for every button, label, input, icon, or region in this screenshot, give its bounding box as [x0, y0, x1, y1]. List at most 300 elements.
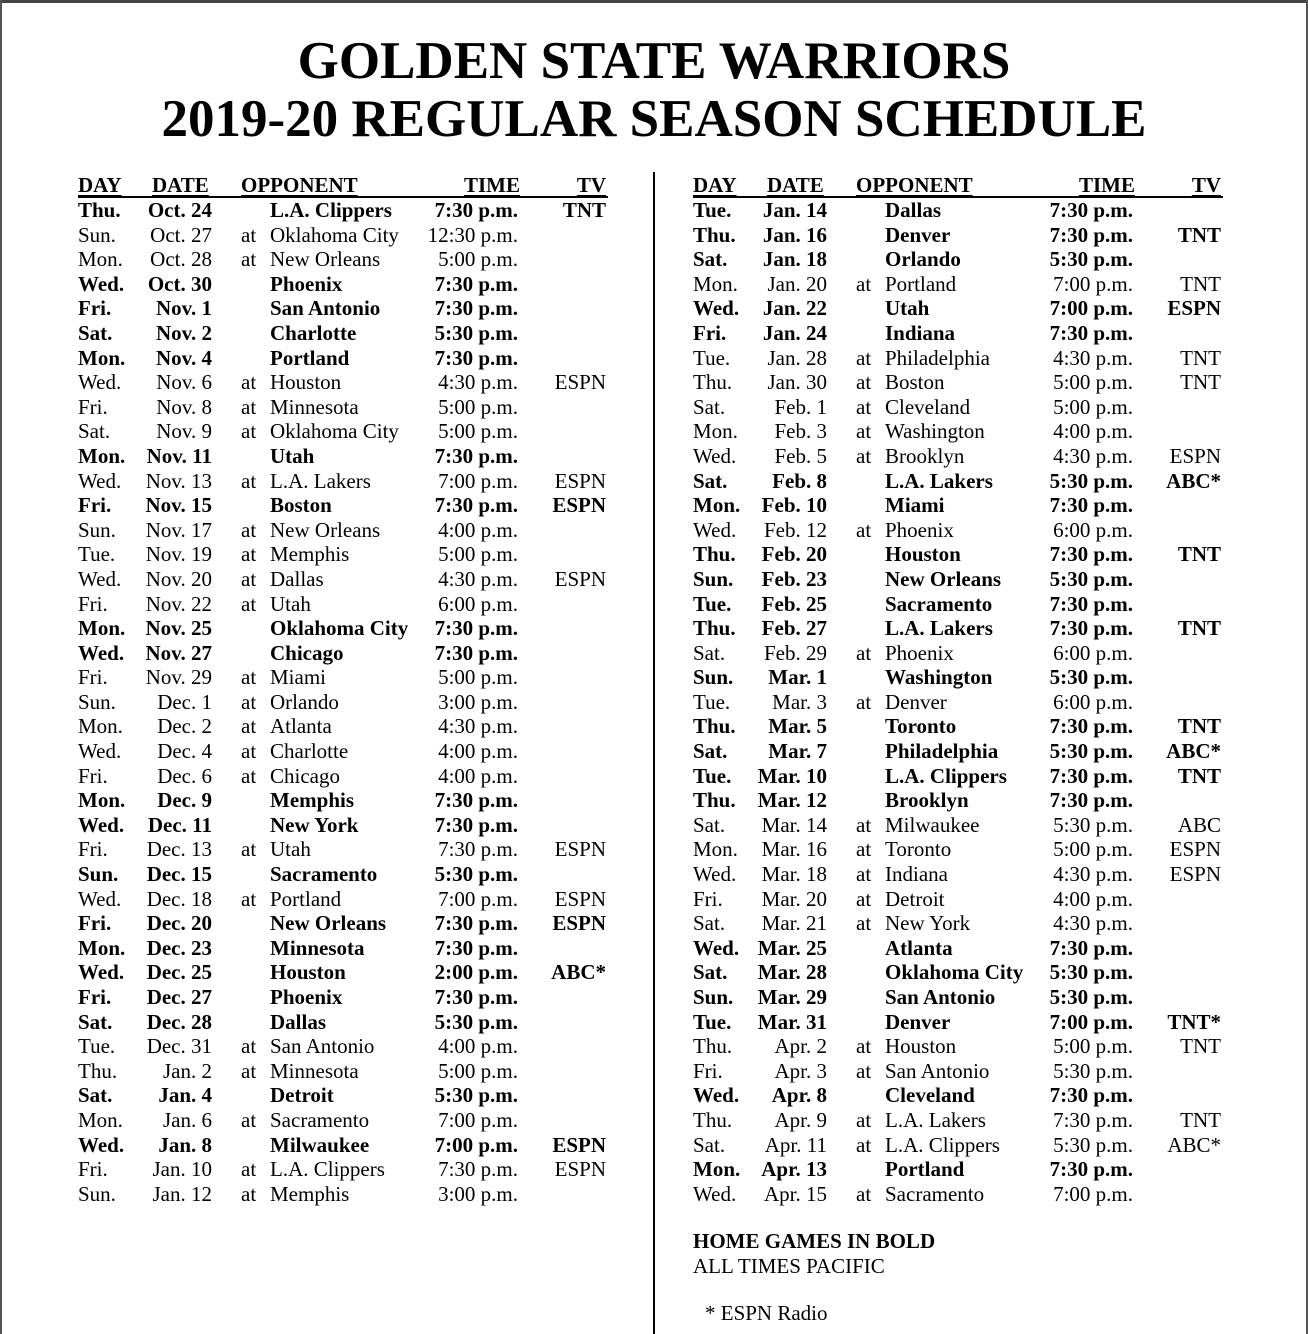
schedule-row [78, 1059, 608, 1084]
game-date: Dec. 28 [146, 1009, 212, 1034]
game-day: Wed. [78, 271, 125, 296]
game-tv: TNT [1180, 1034, 1221, 1059]
schedule-row [693, 247, 1223, 272]
game-opponent: Oklahoma City [270, 616, 409, 641]
game-opponent: Indiana [885, 320, 956, 345]
away-marker: at [241, 1034, 257, 1059]
away-marker: at [241, 394, 257, 419]
game-day: Wed. [693, 1181, 737, 1206]
schedule-row [78, 641, 608, 666]
game-time: 7:30 p.m. [434, 443, 518, 468]
game-time: 7:30 p.m. [1049, 1083, 1133, 1108]
game-day: Tue. [693, 198, 732, 222]
game-date: Apr. 2 [774, 1034, 827, 1059]
game-opponent: Milwaukee [885, 812, 980, 837]
game-opponent: Utah [270, 443, 315, 468]
game-opponent: Portland [885, 271, 957, 296]
game-time: 7:00 p.m. [1053, 271, 1133, 296]
schedule-row [78, 985, 608, 1010]
game-opponent: Utah [270, 837, 311, 862]
game-day: Wed. [78, 812, 125, 837]
game-day: Mon. [78, 616, 126, 641]
game-time: 5:30 p.m. [1049, 468, 1133, 493]
column-divider [653, 172, 655, 1334]
game-day: Mon. [78, 1107, 123, 1132]
schedule-row [78, 272, 608, 297]
game-opponent: Houston [270, 370, 342, 395]
game-opponent: Charlotte [270, 320, 357, 345]
away-marker: at [856, 394, 872, 419]
game-date: Nov. 29 [145, 665, 212, 690]
game-day: Fri. [78, 763, 108, 788]
game-opponent: New Orleans [270, 517, 381, 542]
game-day: Mon. [693, 493, 741, 518]
game-time: 4:00 p.m. [438, 763, 518, 788]
game-date: Nov. 20 [145, 566, 212, 591]
game-date: Dec. 13 [146, 837, 212, 862]
game-date: Mar. 3 [772, 689, 827, 714]
game-day: Thu. [693, 788, 736, 813]
game-date: Jan. 12 [152, 1181, 212, 1206]
game-tv: ESPN [554, 837, 606, 862]
game-day: Wed. [78, 468, 122, 493]
game-day: Tue. [693, 1009, 732, 1034]
game-tv: ABC* [1167, 1132, 1221, 1157]
game-day: Mon. [693, 837, 738, 862]
game-day: Mon. [693, 419, 738, 444]
game-opponent: L.A. Lakers [885, 1107, 986, 1132]
game-time: 6:00 p.m. [1053, 640, 1133, 665]
game-date: Dec. 20 [146, 911, 212, 936]
game-tv: TNT [1180, 370, 1221, 395]
game-time: 7:30 p.m. [434, 812, 518, 837]
game-opponent: Washington [885, 665, 993, 690]
schedule-row [693, 198, 1223, 223]
game-opponent: L.A. Lakers [885, 468, 993, 493]
header-opponent: OPPONENT [856, 173, 973, 197]
game-tv: ESPN [554, 566, 606, 591]
game-day: Wed. [693, 1083, 740, 1108]
game-time: 5:00 p.m. [1053, 837, 1133, 862]
schedule-row [693, 1157, 1223, 1182]
game-day: Fri. [693, 320, 727, 345]
game-time: 7:30 p.m. [1049, 591, 1133, 616]
schedule-row [693, 444, 1223, 469]
game-opponent: Houston [885, 1034, 957, 1059]
schedule-row [78, 1157, 608, 1182]
schedule-row [693, 1133, 1223, 1158]
game-time: 7:30 p.m. [434, 640, 518, 665]
game-opponent: Charlotte [270, 739, 349, 764]
game-time: 5:30 p.m. [1049, 665, 1133, 690]
game-date: Feb. 27 [761, 616, 827, 641]
game-opponent: Orlando [270, 689, 339, 714]
game-day: Fri. [78, 837, 108, 862]
game-time: 7:30 p.m. [438, 1157, 518, 1182]
game-day: Wed. [693, 935, 740, 960]
game-day: Tue. [693, 591, 732, 616]
game-date: Dec. 1 [157, 689, 212, 714]
game-time: 5:00 p.m. [438, 665, 518, 690]
game-date: Mar. 12 [757, 788, 827, 813]
game-tv: ESPN [1169, 443, 1221, 468]
game-time: 4:30 p.m. [1053, 443, 1133, 468]
game-date: Apr. 11 [764, 1132, 827, 1157]
game-tv: ESPN [554, 886, 606, 911]
game-date: Dec. 11 [147, 812, 212, 837]
header-time: TIME [463, 173, 520, 197]
game-time: 5:30 p.m. [434, 1083, 518, 1108]
game-opponent: Minnesota [270, 935, 365, 960]
game-opponent: Brooklyn [885, 788, 969, 813]
game-date: Nov. 17 [145, 517, 212, 542]
game-day: Wed. [78, 640, 125, 665]
game-day: Tue. [693, 689, 731, 714]
game-opponent: Phoenix [885, 517, 954, 542]
game-time: 7:30 p.m. [1049, 763, 1133, 788]
game-date: Jan. 20 [767, 271, 827, 296]
game-opponent: New Orleans [270, 247, 381, 272]
game-day: Sat. [693, 739, 728, 764]
schedule-row [78, 542, 608, 567]
schedule-row [693, 567, 1223, 592]
game-date: Mar. 7 [768, 739, 827, 764]
schedule-row [693, 542, 1223, 567]
game-time: 4:00 p.m. [1053, 419, 1133, 444]
game-time: 5:00 p.m. [438, 419, 518, 444]
game-day: Sat. [693, 1132, 726, 1157]
schedule-row [78, 714, 608, 739]
game-day: Mon. [78, 788, 126, 813]
game-time: 7:30 p.m. [1049, 1157, 1133, 1182]
game-time: 5:00 p.m. [1053, 370, 1133, 395]
game-tv: ESPN [1169, 837, 1221, 862]
game-opponent: Sacramento [885, 591, 993, 616]
game-day: Mon. [78, 247, 123, 272]
away-marker: at [856, 911, 872, 936]
game-time: 4:30 p.m. [1053, 911, 1133, 936]
game-tv: ABC* [551, 960, 606, 985]
game-opponent: Denver [885, 689, 947, 714]
schedule-row [693, 518, 1223, 543]
game-opponent: Phoenix [270, 985, 343, 1009]
game-date: Dec. 23 [146, 935, 212, 960]
game-day: Thu. [78, 1058, 118, 1083]
schedule-row [693, 1182, 1223, 1207]
game-opponent: Detroit [885, 886, 945, 911]
game-time: 7:30 p.m. [1049, 222, 1133, 247]
game-opponent: San Antonio [270, 296, 381, 321]
schedule-row [693, 1083, 1223, 1108]
game-time: 7:00 p.m. [438, 886, 518, 911]
game-day: Sat. [78, 1083, 113, 1108]
game-date: Mar. 10 [757, 763, 827, 788]
away-marker: at [241, 542, 257, 567]
game-time: 6:00 p.m. [1053, 689, 1133, 714]
game-time: 5:00 p.m. [438, 247, 518, 272]
game-date: Jan. 28 [767, 345, 827, 370]
game-date: Nov. 9 [156, 419, 212, 444]
schedule-row [78, 493, 608, 518]
game-time: 7:30 p.m. [1049, 493, 1133, 518]
schedule-row [78, 665, 608, 690]
game-opponent: Philadelphia [885, 345, 990, 370]
game-time: 7:30 p.m. [1049, 616, 1133, 641]
schedule-row [78, 911, 608, 936]
game-time: 7:00 p.m. [1053, 1181, 1133, 1206]
schedule-row [693, 321, 1223, 346]
game-date: Mar. 28 [757, 960, 827, 985]
game-opponent: Chicago [270, 763, 340, 788]
game-time: 7:00 p.m. [1049, 1009, 1133, 1034]
game-day: Fri. [693, 886, 723, 911]
schedule-row [693, 665, 1223, 690]
schedule-row [78, 444, 608, 469]
game-tv: ABC* [1166, 739, 1221, 764]
game-date: Feb. 8 [772, 468, 827, 493]
away-marker: at [241, 665, 257, 690]
game-opponent: San Antonio [885, 1058, 990, 1083]
away-marker: at [856, 886, 872, 911]
schedule-row [693, 419, 1223, 444]
away-marker: at [856, 1181, 872, 1206]
game-tv: TNT [1177, 616, 1221, 641]
game-time: 4:00 p.m. [438, 1034, 518, 1059]
note-home-games: HOME GAMES IN BOLD [693, 1229, 936, 1253]
game-opponent: Sacramento [270, 1107, 370, 1132]
game-tv: ABC [1177, 812, 1221, 837]
game-day: Sat. [78, 320, 113, 345]
game-date: Apr. 8 [771, 1083, 827, 1108]
game-tv: TNT [1180, 345, 1221, 370]
game-time: 3:00 p.m. [438, 689, 518, 714]
away-marker: at [856, 1034, 872, 1059]
schedule-row [693, 616, 1223, 641]
game-date: Mar. 1 [768, 665, 827, 690]
game-opponent: Philadelphia [885, 739, 999, 764]
game-time: 7:30 p.m. [1049, 320, 1133, 345]
game-tv: ABC* [1166, 468, 1221, 493]
schedule-row [693, 936, 1223, 961]
away-marker: at [856, 345, 872, 370]
game-date: Nov. 15 [145, 493, 212, 518]
game-tv: ESPN [1169, 862, 1221, 887]
game-opponent: Utah [270, 591, 311, 616]
away-marker: at [856, 1132, 872, 1157]
game-day: Wed. [78, 739, 122, 764]
schedule-row [78, 813, 608, 838]
game-opponent: New York [270, 812, 359, 837]
game-date: Jan. 14 [762, 198, 827, 222]
schedule-row [78, 936, 608, 961]
game-opponent: Atlanta [885, 935, 953, 960]
schedule-row [78, 592, 608, 617]
schedule-row [78, 764, 608, 789]
game-date: Nov. 8 [156, 394, 212, 419]
page-border-top [0, 0, 1308, 3]
game-day: Mon. [78, 443, 126, 468]
game-date: Jan. 24 [762, 320, 827, 345]
away-marker: at [241, 837, 257, 862]
game-day: Sun. [78, 222, 116, 247]
away-marker: at [856, 812, 872, 837]
game-time: 5:30 p.m. [434, 862, 518, 887]
away-marker: at [241, 517, 257, 542]
game-day: Mon. [693, 1157, 741, 1182]
page-border-left [0, 0, 2, 1334]
game-date: Nov. 19 [145, 542, 212, 567]
game-tv: ESPN [554, 1157, 606, 1182]
game-opponent: Utah [885, 296, 930, 321]
schedule-row [78, 346, 608, 371]
game-time: 7:30 p.m. [434, 911, 518, 936]
schedule-row [693, 837, 1223, 862]
game-time: 7:30 p.m. [1049, 714, 1133, 739]
game-opponent: Denver [885, 1009, 951, 1034]
schedule-row [693, 714, 1223, 739]
header-opponent: OPPONENT [241, 173, 358, 197]
game-day: Sat. [693, 247, 728, 272]
game-time: 7:30 p.m. [434, 296, 518, 321]
game-date: Dec. 4 [157, 739, 212, 764]
game-date: Dec. 6 [157, 763, 212, 788]
game-opponent: Oklahoma City [270, 419, 399, 444]
game-day: Sat. [78, 1009, 113, 1034]
game-day: Mon. [78, 714, 123, 739]
game-opponent: New York [885, 911, 971, 936]
game-day: Tue. [78, 1034, 116, 1059]
away-marker: at [241, 1107, 257, 1132]
game-opponent: Dallas [885, 198, 942, 222]
game-date: Apr. 13 [761, 1157, 827, 1182]
note-time-zone: ALL TIMES PACIFIC [693, 1254, 885, 1278]
schedule-row [693, 272, 1223, 297]
away-marker: at [856, 862, 872, 887]
game-tv: TNT [562, 198, 606, 222]
game-time: 5:00 p.m. [438, 542, 518, 567]
game-date: Feb. 29 [764, 640, 827, 665]
game-date: Oct. 28 [150, 247, 212, 272]
game-tv: TNT* [1167, 1009, 1221, 1034]
game-day: Tue. [693, 345, 731, 370]
game-date: Mar. 5 [768, 714, 827, 739]
game-time: 5:00 p.m. [1053, 394, 1133, 419]
game-day: Thu. [693, 542, 736, 567]
game-date: Mar. 14 [761, 812, 827, 837]
game-time: 7:30 p.m. [434, 198, 518, 222]
game-tv: ESPN [554, 468, 606, 493]
header-tv: TV [1191, 173, 1221, 197]
game-opponent: Houston [885, 542, 961, 567]
game-opponent: L.A. Clippers [885, 1132, 1000, 1157]
schedule-column-left [78, 172, 608, 1206]
game-day: Sun. [693, 985, 734, 1009]
game-opponent: L.A. Clippers [270, 198, 392, 222]
schedule-row [693, 493, 1223, 518]
game-opponent: Toronto [885, 837, 952, 862]
schedule-rows-right [693, 198, 1223, 1206]
schedule-row [78, 837, 608, 862]
game-date: Mar. 18 [761, 862, 827, 887]
game-time: 2:00 p.m. [434, 960, 518, 985]
game-time: 7:30 p.m. [434, 345, 518, 370]
game-date: Dec. 9 [157, 788, 212, 813]
game-day: Fri. [78, 591, 108, 616]
game-date: Feb. 25 [761, 591, 827, 616]
game-tv: TNT [1177, 763, 1221, 788]
schedule-row [78, 1108, 608, 1133]
schedule-row [78, 1133, 608, 1158]
game-time: 7:30 p.m. [434, 493, 518, 518]
game-time: 7:00 p.m. [1049, 296, 1133, 321]
game-opponent: Atlanta [270, 714, 332, 739]
game-tv: TNT [1177, 542, 1221, 567]
game-time: 6:00 p.m. [1053, 517, 1133, 542]
schedule-row [78, 198, 608, 223]
game-opponent: Sacramento [270, 862, 378, 887]
game-date: Feb. 20 [761, 542, 827, 567]
away-marker: at [856, 1107, 872, 1132]
game-opponent: Brooklyn [885, 443, 965, 468]
game-time: 4:00 p.m. [438, 517, 518, 542]
game-time: 3:00 p.m. [438, 1181, 518, 1206]
game-date: Dec. 2 [157, 714, 212, 739]
game-opponent: Minnesota [270, 1058, 359, 1083]
away-marker: at [241, 739, 257, 764]
game-opponent: Chicago [270, 640, 344, 665]
schedule-row [78, 370, 608, 395]
game-day: Fri. [78, 911, 112, 936]
schedule-row [78, 1182, 608, 1207]
game-date: Jan. 30 [767, 370, 827, 395]
away-marker: at [241, 222, 257, 247]
game-time: 7:30 p.m. [434, 271, 518, 296]
game-opponent: Houston [270, 960, 346, 985]
schedule-row [78, 1010, 608, 1035]
game-date: Nov. 13 [145, 468, 212, 493]
game-time: 5:00 p.m. [1053, 1034, 1133, 1059]
game-day: Sun. [78, 1181, 116, 1206]
game-date: Jan. 8 [158, 1132, 212, 1157]
game-day: Sat. [693, 911, 726, 936]
game-date: Apr. 3 [774, 1058, 827, 1083]
schedule-row [693, 1010, 1223, 1035]
game-date: Jan. 18 [762, 247, 827, 272]
schedule-row [78, 739, 608, 764]
away-marker: at [241, 886, 257, 911]
away-marker: at [241, 1157, 257, 1182]
game-date: Nov. 25 [145, 616, 212, 641]
game-tv: TNT [1177, 714, 1221, 739]
schedule-row [78, 247, 608, 272]
game-date: Apr. 15 [764, 1181, 827, 1206]
game-day: Sat. [693, 960, 728, 985]
game-date: Mar. 25 [757, 935, 827, 960]
schedule-row [78, 469, 608, 494]
away-marker: at [241, 566, 257, 591]
schedule-row [693, 862, 1223, 887]
game-time: 4:00 p.m. [1053, 886, 1133, 911]
game-opponent: Dallas [270, 566, 324, 591]
game-day: Thu. [693, 616, 736, 641]
game-day: Wed. [78, 886, 122, 911]
game-tv: TNT [1180, 271, 1221, 296]
game-date: Nov. 22 [145, 591, 212, 616]
game-tv: ESPN [554, 370, 606, 395]
schedule-row [78, 321, 608, 346]
game-opponent: Oklahoma City [885, 960, 1024, 985]
game-opponent: L.A. Clippers [270, 1157, 385, 1182]
